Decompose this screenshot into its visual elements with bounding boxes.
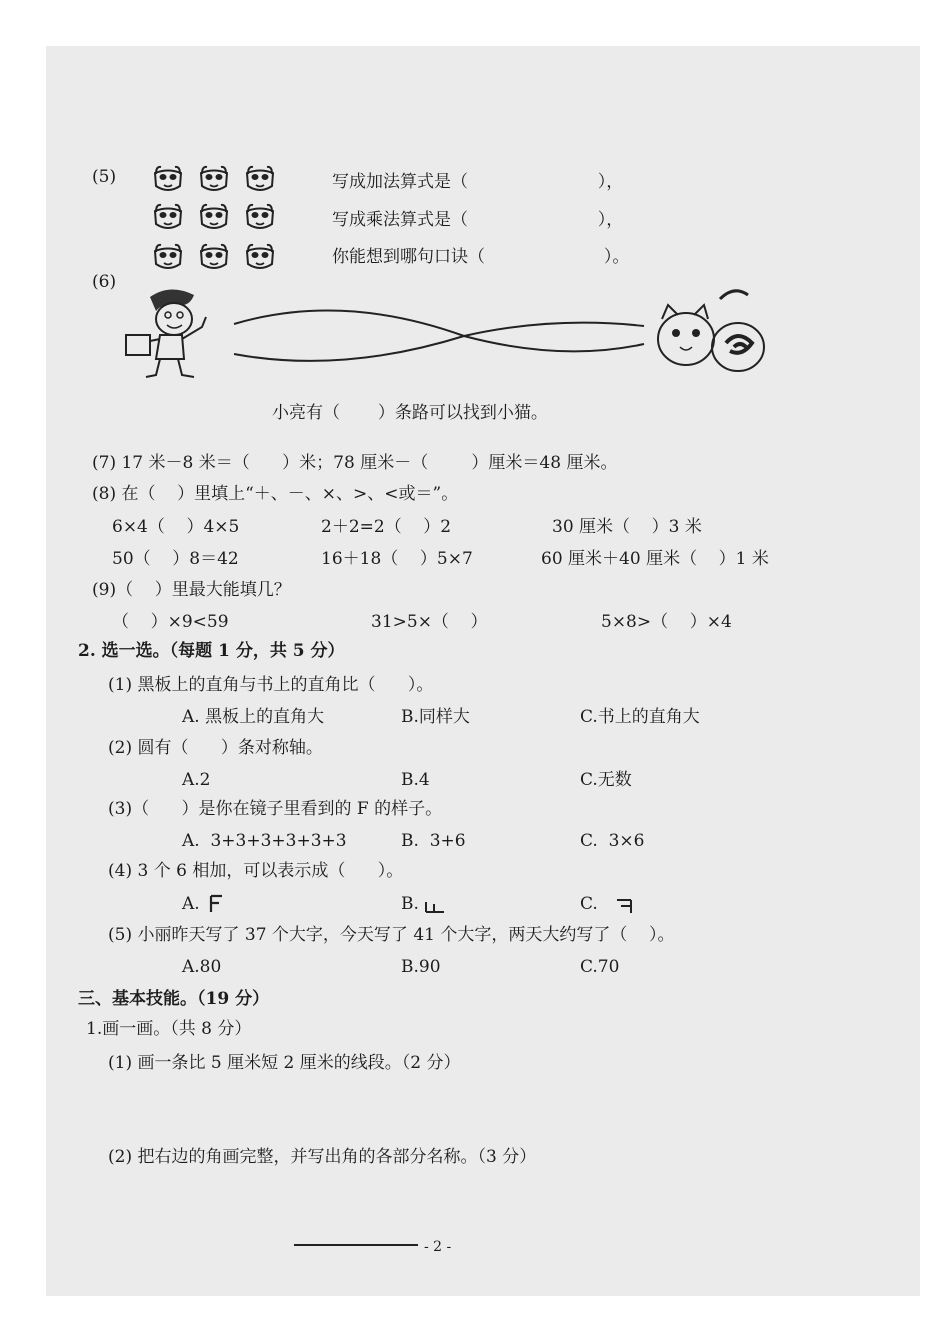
section3-title: 三、基本技能。（19 分） (78, 989, 270, 1009)
s2-q3-option-c: C. 3×6 (580, 831, 645, 851)
s2-q1-option-a: A. 黑板上的直角大 (182, 707, 325, 727)
q5-rhyme-prompt: 你能想到哪句口诀（ ）。 (332, 247, 630, 267)
panda-face-icon (198, 242, 230, 272)
s3-sub1-title: 1.画一画。（共 8 分） (86, 1019, 252, 1039)
s2-q3-option-b: B. 3+6 (401, 831, 466, 851)
letter-f-rotated-icon (424, 900, 446, 914)
s2-q5-option-c: C.70 (580, 957, 620, 977)
q9-title: (9)（ ）里最大能填几？ (92, 580, 291, 600)
panda-face-icon (244, 164, 276, 194)
q6-caption: 小亮有（ ）条路可以找到小猫。 (272, 403, 548, 423)
q6-number: (6) (92, 272, 117, 292)
s2-q1-option-c: C.书上的直角大 (580, 707, 700, 727)
s2-q1-stem: (1) 黑板上的直角与书上的直角比（ ）。 (108, 675, 434, 695)
footer-rule (294, 1244, 418, 1246)
s2-q2-stem: (2) 圆有（ ）条对称轴。 (108, 738, 323, 758)
panda-face-icon (198, 202, 230, 232)
s2-q5-option-b: B.90 (401, 957, 441, 977)
panda-face-icon (152, 242, 184, 272)
s2-q3-option-a: A. 3+3+3+3+3+3 (182, 831, 347, 851)
q9-item3: 5×8>（ ）×4 (601, 612, 732, 632)
q8-r1-item1: 6×4（ ）4×5 (112, 517, 240, 537)
q7-text: (7) 17 米－8 米＝（ ）米；78 厘米－（ ）厘米＝48 厘米。 (92, 453, 618, 473)
q5-multiplication-prompt: 写成乘法算式是（ ）， (332, 210, 624, 230)
q8-r2-item1: 50（ ）8＝42 (112, 549, 239, 569)
q5-addition-prompt: 写成加法算式是（ ）， (332, 172, 624, 192)
s2-q2-option-b: B.4 (401, 770, 430, 790)
letter-f-mirrored-icon (615, 897, 633, 915)
paths-diagram (232, 298, 652, 378)
panda-face-icon (244, 202, 276, 232)
page-number: - 2 - (424, 1239, 452, 1255)
q8-r2-item2: 16＋18（ ）5×7 (321, 549, 473, 569)
s2-q2-option-a: A.2 (182, 770, 211, 790)
s2-q5-stem: (5) 小丽昨天写了 37 个大字，今天写了 41 个大字，两天大约写了（ ）。 (108, 925, 675, 945)
panda-face-icon (152, 202, 184, 232)
s2-q4-option-b: B. (401, 894, 419, 914)
s3-q1-text: (1) 画一条比 5 厘米短 2 厘米的线段。（2 分） (108, 1053, 461, 1073)
s2-q3-stem: (3)（ ）是你在镜子里看到的 F 的样子。 (108, 799, 443, 819)
s2-q2-option-c: C.无数 (580, 770, 632, 790)
s2-q4-option-c: C. (580, 894, 598, 914)
letter-f-normal-icon (207, 894, 225, 914)
s2-q4-stem: (4) 3 个 6 相加，可以表示成（ ）。 (108, 861, 404, 881)
q8-r1-item2: 2＋2=2（ ）2 (321, 517, 452, 537)
q8-r1-item3: 30 厘米（ ）3 米 (552, 517, 702, 537)
q8-r2-item3: 60 厘米＋40 厘米（ ）1 米 (541, 549, 769, 569)
panda-face-icon (152, 164, 184, 194)
cat-illustration (652, 285, 772, 380)
q9-item2: 31>5×（ ） (371, 612, 488, 632)
boy-illustration (120, 283, 220, 383)
exam-paper (46, 46, 920, 1296)
s2-q1-option-b: B.同样大 (401, 707, 470, 727)
section2-title: 2. 选一选。（每题 1 分，共 5 分） (78, 641, 345, 661)
panda-face-icon (244, 242, 276, 272)
q5-number: (5) (92, 167, 117, 187)
s2-q4-option-a: A. (182, 894, 200, 914)
panda-face-icon (198, 164, 230, 194)
q9-item1: （ ）×9<59 (112, 612, 229, 632)
s3-q2-text: (2) 把右边的角画完整，并写出角的各部分名称。（3 分） (108, 1147, 537, 1167)
s2-q5-option-a: A.80 (182, 957, 222, 977)
q8-title: (8) 在（ ）里填上“＋、－、×、>、<或＝”。 (92, 484, 459, 504)
